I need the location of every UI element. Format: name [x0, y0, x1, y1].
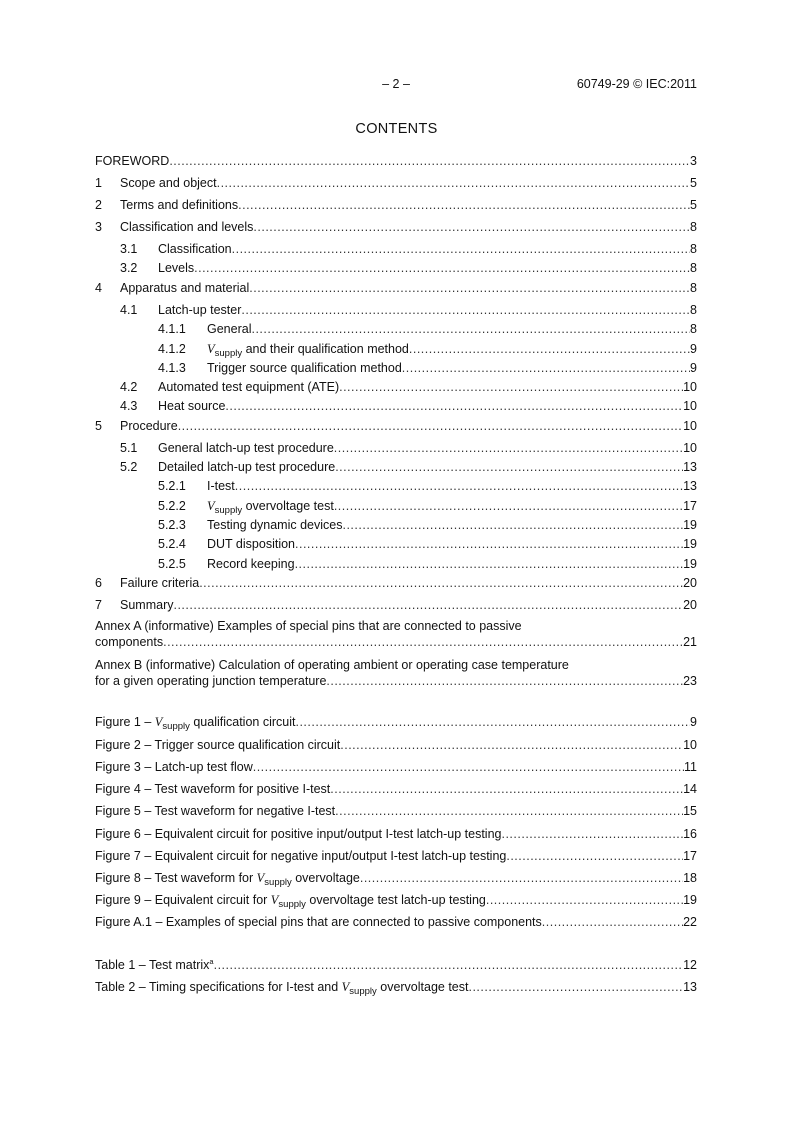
entry-title — [158, 379, 339, 395]
entry-title — [207, 498, 334, 514]
dot-leader — [409, 341, 690, 357]
dot-leader — [232, 241, 690, 257]
entry-title — [158, 302, 241, 318]
page-ref: 18 — [683, 871, 697, 885]
entry-text: Procedure — [120, 419, 178, 433]
dot-leader — [249, 280, 690, 296]
entry-text: and their qualification method — [242, 342, 409, 356]
dot-leader — [173, 597, 683, 613]
dot-leader — [238, 197, 690, 213]
dot-leader — [330, 781, 683, 797]
figure-entry[interactable] — [95, 781, 697, 797]
entry-title — [95, 737, 340, 753]
entry-number: 5.1 — [120, 441, 138, 455]
figure-entry[interactable] — [95, 892, 697, 908]
v-symbol: V — [154, 715, 163, 729]
v-symbol: V — [256, 871, 265, 885]
entry-title — [120, 219, 253, 235]
entry-number: 4 — [95, 281, 102, 295]
figure-entry[interactable] — [95, 848, 697, 864]
entry-prefix: Figure 8 – Test waveform for — [95, 871, 257, 885]
entry-number: 4.1 — [120, 303, 138, 317]
page-ref: 8 — [690, 242, 697, 256]
entry-title — [95, 803, 335, 819]
page-number: – 2 – — [382, 77, 410, 91]
page-ref: 19 — [683, 893, 697, 907]
page-ref: 19 — [683, 518, 697, 532]
entry-number: 5.2.3 — [158, 518, 186, 532]
toc-entry[interactable] — [95, 302, 697, 318]
toc-entry[interactable] — [95, 260, 697, 276]
entry-number: 5 — [95, 419, 102, 433]
dot-leader — [342, 517, 683, 533]
dot-leader — [178, 418, 683, 434]
entry-text: Test waveform for positive I-test — [154, 782, 331, 796]
toc-entry[interactable] — [95, 360, 697, 376]
entry-title — [207, 556, 295, 572]
dot-leader — [253, 219, 690, 235]
entry-text: Classification — [158, 242, 232, 256]
entry-text: Trigger source qualification method — [207, 361, 402, 375]
entry-title — [95, 848, 506, 864]
toc-entry[interactable] — [95, 197, 697, 213]
entry-text: Equivalent circuit for negative input/output I-test latch-up testing — [154, 849, 507, 863]
page-ref: 10 — [683, 738, 697, 752]
entry-text: Classification and levels — [120, 220, 254, 234]
entry-title — [95, 714, 295, 730]
entry-text: Apparatus and material — [120, 281, 250, 295]
entry-prefix: Figure 4 – — [95, 782, 155, 796]
dot-leader — [501, 826, 683, 842]
entry-text: Summary — [120, 598, 174, 612]
entry-title — [207, 478, 235, 494]
entry-text: Detailed latch-up test procedure — [158, 460, 336, 474]
page-ref: 12 — [683, 958, 697, 972]
page-ref: 17 — [683, 849, 697, 863]
entry-title — [158, 459, 335, 475]
entry-title — [120, 575, 199, 591]
dot-leader — [334, 498, 683, 514]
v-symbol: V — [270, 893, 279, 907]
table-entry[interactable] — [95, 957, 697, 973]
page-ref: 19 — [683, 537, 697, 551]
page-ref: 13 — [683, 460, 697, 474]
v-subscript: supply — [214, 505, 243, 516]
v-subscript: supply — [278, 899, 306, 910]
entry-prefix: Table 1 – — [95, 958, 149, 972]
dot-leader — [217, 175, 690, 191]
entry-text: Automated test equipment (ATE) — [158, 380, 340, 394]
figure-entry[interactable] — [95, 759, 697, 775]
entry-text: components — [95, 635, 164, 649]
toc-entry[interactable] — [95, 418, 697, 434]
dot-leader — [326, 673, 683, 689]
entry-number: 4.1.3 — [158, 361, 186, 375]
entry-number: 3.2 — [120, 261, 138, 275]
dot-leader — [199, 575, 683, 591]
entry-text: overvoltage — [291, 871, 360, 885]
dot-leader — [235, 478, 683, 494]
entry-title — [95, 634, 163, 650]
entry-title — [120, 418, 178, 434]
toc-entry[interactable] — [95, 341, 697, 357]
page-ref: 9 — [690, 715, 697, 729]
toc-entry[interactable] — [95, 597, 697, 613]
toc-entry[interactable] — [95, 398, 697, 414]
dot-leader — [214, 957, 684, 973]
entry-text: overvoltage test — [376, 980, 469, 994]
dot-leader — [251, 321, 690, 337]
figure-entry[interactable] — [95, 803, 697, 819]
entry-title — [158, 241, 232, 257]
entry-prefix: Figure A.1 – — [95, 915, 166, 929]
figure-entry[interactable] — [95, 870, 697, 886]
dot-leader — [468, 979, 683, 995]
toc-entry[interactable] — [95, 440, 697, 456]
dot-leader — [339, 379, 683, 395]
page-ref: 13 — [683, 980, 697, 994]
page-ref: 5 — [690, 198, 697, 212]
figure-entry[interactable] — [95, 826, 697, 842]
toc-entry[interactable] — [95, 517, 697, 533]
page-ref: 10 — [683, 380, 697, 394]
entry-title — [95, 153, 169, 169]
toc-entry[interactable] — [95, 619, 697, 650]
toc-entry[interactable] — [95, 280, 697, 296]
page-ref: 8 — [690, 322, 697, 336]
entry-text: Test waveform for negative I-test — [154, 804, 336, 818]
page-ref: 17 — [683, 499, 697, 513]
entry-title — [207, 360, 402, 376]
v-symbol: V — [207, 342, 215, 356]
entry-text: overvoltage test — [242, 499, 334, 513]
page-ref: 15 — [683, 804, 697, 818]
entry-title-line1: Annex B (informative) Calculation of operating ambient or operating case temperature — [95, 658, 569, 672]
v-symbol: V — [341, 980, 350, 994]
dot-leader — [335, 803, 683, 819]
entry-title — [120, 197, 238, 213]
page-ref: 10 — [683, 419, 697, 433]
entry-title — [95, 673, 326, 689]
page-ref: 16 — [683, 827, 697, 841]
dot-leader — [542, 914, 683, 930]
page-ref: 8 — [690, 281, 697, 295]
dot-leader — [295, 556, 684, 572]
entry-number: 5.2.4 — [158, 537, 186, 551]
page-ref: 11 — [684, 760, 697, 774]
figure-entry[interactable] — [95, 714, 697, 730]
dot-leader — [340, 737, 683, 753]
entry-number: 5.2.5 — [158, 557, 186, 571]
entry-number: 6 — [95, 576, 102, 590]
toc-entry[interactable] — [95, 241, 697, 257]
entry-title — [95, 914, 542, 930]
entry-number: 2 — [95, 198, 102, 212]
page-header — [95, 77, 697, 93]
page-ref: 19 — [683, 557, 697, 571]
entry-text: Trigger source qualification circuit — [154, 738, 341, 752]
entry-title — [207, 321, 251, 337]
dot-leader — [486, 892, 683, 908]
entry-number: 4.3 — [120, 399, 138, 413]
dot-leader — [169, 153, 690, 169]
dot-leader — [402, 360, 690, 376]
entry-title — [120, 280, 249, 296]
entry-title — [158, 260, 194, 276]
entry-title — [120, 175, 217, 191]
entry-number: 1 — [95, 176, 102, 190]
entry-text: Record keeping — [207, 557, 295, 571]
entry-number: 5.2.1 — [158, 479, 186, 493]
entry-number: 4.1.1 — [158, 322, 186, 336]
entry-title — [158, 440, 334, 456]
page-ref: 8 — [690, 261, 697, 275]
entry-title — [95, 892, 486, 908]
standard-reference: 60749-29 © IEC:2011 — [576, 77, 697, 91]
entry-prefix: Table 2 – Timing specifications for I-test and — [95, 980, 342, 994]
entry-number: 3.1 — [120, 242, 138, 256]
toc-entry[interactable] — [95, 536, 697, 552]
dot-leader — [360, 870, 683, 886]
dot-leader — [295, 714, 690, 730]
v-symbol: V — [207, 499, 215, 513]
entry-title — [207, 517, 342, 533]
toc-entry[interactable] — [95, 556, 697, 572]
entry-prefix: Figure 2 – — [95, 738, 155, 752]
entry-number: 7 — [95, 598, 102, 612]
dot-leader — [334, 440, 683, 456]
toc-entry[interactable] — [95, 153, 697, 169]
entry-title — [95, 759, 253, 775]
dot-leader — [295, 536, 683, 552]
entry-text: for a given operating junction temperature — [95, 674, 327, 688]
entry-text: Terms and definitions — [120, 198, 239, 212]
page-ref: 3 — [690, 154, 697, 168]
figure-entry[interactable] — [95, 737, 697, 753]
page-ref: 10 — [683, 399, 697, 413]
page-ref: 13 — [683, 479, 697, 493]
entry-prefix: Figure 7 – — [95, 849, 155, 863]
entry-title — [95, 781, 330, 797]
toc-entry[interactable] — [95, 658, 697, 689]
page-ref: 23 — [683, 674, 697, 688]
entry-title — [95, 826, 501, 842]
entry-text: Equivalent circuit for positive input/output I-test latch-up testing — [154, 827, 502, 841]
entry-number: 5.2 — [120, 460, 138, 474]
entry-number: 4.1.2 — [158, 342, 186, 356]
page-ref: 14 — [683, 782, 697, 796]
entry-number: 5.2.2 — [158, 499, 186, 513]
toc-entry[interactable] — [95, 478, 697, 494]
entry-text: FOREWORD — [95, 154, 170, 168]
toc-entry[interactable] — [95, 175, 697, 191]
entry-title — [158, 398, 225, 414]
page-ref: 20 — [683, 598, 697, 612]
entry-title — [207, 341, 409, 357]
page-ref: 20 — [683, 576, 697, 590]
dot-leader — [241, 302, 690, 318]
entry-text: General — [207, 322, 252, 336]
entry-text: Scope and object — [120, 176, 217, 190]
entry-text: overvoltage test latch-up testing — [305, 893, 486, 907]
entry-text: Latch-up test flow — [154, 760, 253, 774]
entry-text: qualification circuit — [189, 715, 296, 729]
entry-text: DUT disposition — [207, 537, 296, 551]
entry-title — [95, 870, 360, 886]
page-ref: 22 — [683, 915, 697, 929]
v-subscript: supply — [162, 721, 190, 732]
dot-leader — [335, 459, 683, 475]
entry-number: 3 — [95, 220, 102, 234]
page-ref: 10 — [683, 441, 697, 455]
footnote-marker: a — [209, 957, 214, 966]
table-entry[interactable] — [95, 979, 697, 995]
toc-entry[interactable] — [95, 459, 697, 475]
dot-leader — [506, 848, 683, 864]
toc-entry[interactable] — [95, 379, 697, 395]
entry-text: Examples of special pins that are connected to passive components — [165, 915, 542, 929]
page-ref: 8 — [690, 303, 697, 317]
toc-entry[interactable] — [95, 498, 697, 514]
entry-text: General latch-up test procedure — [158, 441, 334, 455]
figure-entry[interactable] — [95, 914, 697, 930]
entry-prefix: Figure 6 – — [95, 827, 155, 841]
toc-entry[interactable] — [95, 575, 697, 591]
page-ref: 9 — [690, 342, 697, 356]
entry-text: Testing dynamic devices — [207, 518, 343, 532]
entry-text: Latch-up tester — [158, 303, 242, 317]
entry-title — [207, 536, 295, 552]
toc-entry[interactable] — [95, 219, 697, 235]
toc-entry[interactable] — [95, 321, 697, 337]
page-title: CONTENTS — [355, 121, 438, 137]
entry-text: Test matrix — [148, 958, 210, 972]
page-ref: 9 — [690, 361, 697, 375]
entry-prefix: Figure 1 – — [95, 715, 155, 729]
page-ref: 5 — [690, 176, 697, 190]
entry-title — [95, 979, 468, 995]
entry-text: Failure criteria — [120, 576, 200, 590]
dot-leader — [194, 260, 690, 276]
dot-leader — [225, 398, 683, 414]
dot-leader — [163, 634, 683, 650]
v-subscript: supply — [349, 986, 377, 997]
entry-title-line1: Annex A (informative) Examples of special pins that are connected to passive — [95, 619, 522, 633]
entry-text: Levels — [158, 261, 195, 275]
entry-prefix: Figure 9 – Equivalent circuit for — [95, 893, 271, 907]
entry-title — [120, 597, 173, 613]
entry-prefix: Figure 3 – — [95, 760, 155, 774]
entry-text: Heat source — [158, 399, 226, 413]
dot-leader — [253, 759, 684, 775]
entry-prefix: Figure 5 – — [95, 804, 155, 818]
v-subscript: supply — [214, 348, 243, 359]
page-ref: 21 — [683, 635, 697, 649]
v-subscript: supply — [264, 877, 292, 888]
entry-text: I-test — [207, 479, 235, 493]
entry-number: 4.2 — [120, 380, 138, 394]
page-ref: 8 — [690, 220, 697, 234]
entry-title — [95, 957, 214, 973]
